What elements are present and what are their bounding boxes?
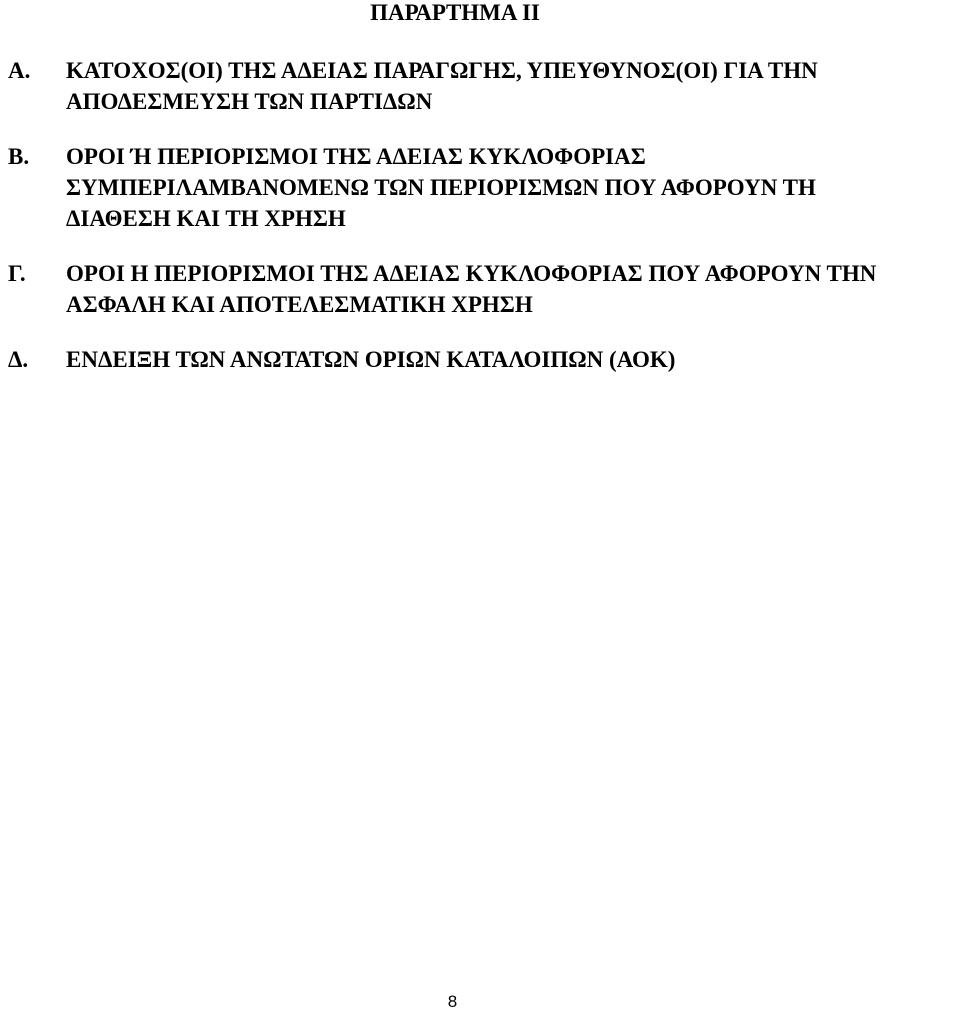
section-d (8, 344, 953, 375)
section-letter: Δ. (8, 347, 29, 372)
page-number: 8 (447, 992, 458, 1011)
section-heading-line: ΚΑΤΟΧΟΣ(ΟΙ) ΤΗΣ ΑΔΕΙΑΣ ΠΑΡΑΓΩΓΗΣ, ΥΠΕΥΘΥΝΟΣ(ΟΙ) ΓΙΑ ΤΗΝ (66, 58, 818, 83)
section-heading-line: ΔΙΑΘΕΣΗ ΚΑΙ ΤΗ ΧΡΗΣΗ (66, 206, 346, 231)
section-heading (66, 55, 953, 117)
section-heading-line: ΣΥΜΠΕΡΙΛΑΜΒΑΝΟΜΕΝΩ ΤΩΝ ΠΕΡΙΟΡΙΣΜΩΝ ΠΟΥ ΑΦΟΡΟΥΝ ΤΗ (66, 175, 816, 200)
section-b (8, 141, 953, 234)
section-heading-line: ΟΡΟΙ Η ΠΕΡΙΟΡΙΣΜΟΙ ΤΗΣ ΑΔΕΙΑΣ ΚΥΚΛΟΦΟΡΙΑΣ ΠΟΥ ΑΦΟΡΟΥΝ ΤΗΝ (66, 261, 877, 286)
section-c (8, 258, 953, 320)
section-heading (66, 258, 953, 320)
section-heading-line: ΑΣΦΑΛΗ ΚΑΙ ΑΠΟΤΕΛΕΣΜΑΤΙΚΗ ΧΡΗΣΗ (66, 292, 533, 317)
section-a (8, 55, 953, 117)
section-heading-line: ΑΠΟΔΕΣΜΕΥΣΗ ΤΩΝ ΠΑΡΤΙΔΩΝ (66, 89, 433, 114)
section-heading-line: ΟΡΟΙ Ή ΠΕΡΙΟΡΙΣΜΟΙ ΤΗΣ ΑΔΕΙΑΣ ΚΥΚΛΟΦΟΡΙΑΣ (66, 144, 646, 169)
section-letter: Α. (8, 58, 31, 83)
annex-title: ΠΑΡΑΡΤΗΜΑ ΙΙ (370, 0, 540, 25)
section-letter: Γ. (8, 261, 26, 286)
section-heading-line: ΕΝΔΕΙΞΗ ΤΩΝ ΑΝΩΤΑΤΩΝ ΟΡΙΩΝ ΚΑΤΑΛΟΙΠΩΝ (ΑΟΚ) (66, 347, 676, 372)
section-heading (66, 344, 953, 375)
section-letter: Β. (8, 144, 30, 169)
section-heading (66, 141, 953, 234)
